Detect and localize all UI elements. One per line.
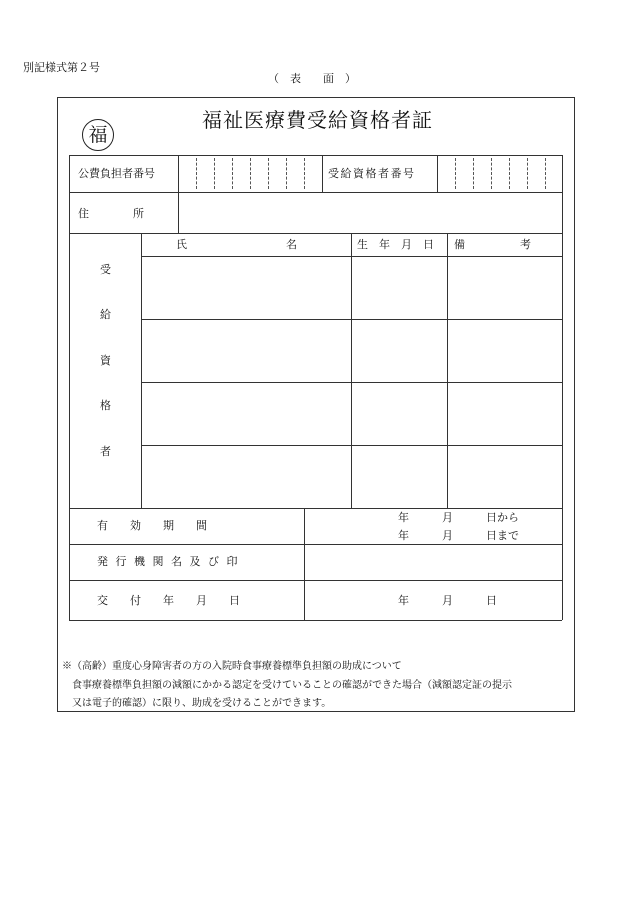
grid-line <box>69 155 70 620</box>
name-column-header: 氏 名 <box>176 238 297 251</box>
address-label: 住 所 <box>78 207 144 220</box>
note-line-3: 又は電子的確認）に限り、助成を受けることができます。 <box>72 698 332 709</box>
digit-divider <box>232 158 233 189</box>
recipient-label-char: 受 <box>100 263 111 276</box>
grid-line <box>562 155 563 620</box>
grid-line <box>447 233 448 508</box>
digit-divider <box>286 158 287 189</box>
grid-line <box>69 508 562 509</box>
grid-line <box>69 192 562 193</box>
validity-from: 年 月 日から <box>398 511 519 524</box>
validity-to: 年 月 日まで <box>398 529 519 542</box>
recipient-number-label: 受給資格者番号 <box>328 167 416 180</box>
side-label: （ 表 面 ） <box>268 72 356 85</box>
grid-line <box>69 580 562 581</box>
recipient-label-char: 資 <box>100 354 111 367</box>
grid-line <box>69 233 562 234</box>
fuku-seal-icon: 福 <box>82 119 114 151</box>
grid-line <box>178 155 179 192</box>
grid-line <box>69 620 562 621</box>
recipient-label-char: 者 <box>100 445 111 458</box>
digit-divider <box>545 158 546 189</box>
note-line-1: ※（高齢）重度心身障害者の方の入院時食事療養標準負担額の助成について <box>62 661 402 672</box>
digit-divider <box>196 158 197 189</box>
recipient-label-char: 格 <box>100 399 111 412</box>
grid-line <box>178 192 179 233</box>
grid-line <box>322 155 323 192</box>
digit-divider <box>491 158 492 189</box>
birthdate-column-header: 生 年 月 日 <box>357 238 434 251</box>
grid-line <box>437 155 438 192</box>
issuing-agency-label: 発 行 機 関 名 及 び 印 <box>97 555 240 568</box>
digit-divider <box>304 158 305 189</box>
certificate-title: 福祉医療費受給資格者証 <box>202 108 433 132</box>
validity-period-label: 有 効 期 間 <box>97 519 207 532</box>
grid-line <box>304 508 305 620</box>
grid-line <box>351 233 352 508</box>
digit-divider <box>527 158 528 189</box>
note-line-2: 食事療養標準負担額の減額にかかる認定を受けていることの確認ができた場合（減額認定証の提示 <box>72 680 512 691</box>
digit-divider <box>509 158 510 189</box>
digit-divider <box>250 158 251 189</box>
grid-line <box>69 544 562 545</box>
digit-divider <box>455 158 456 189</box>
digit-divider <box>268 158 269 189</box>
issue-date-label: 交 付 年 月 日 <box>97 594 240 607</box>
digit-divider <box>214 158 215 189</box>
public-payer-number-label: 公費負担者番号 <box>78 167 155 180</box>
issue-date-value: 年 月 日 <box>398 594 497 607</box>
digit-divider <box>473 158 474 189</box>
grid-line <box>141 233 142 508</box>
remarks-column-header: 備 考 <box>454 238 531 251</box>
recipient-label-char: 給 <box>100 308 111 321</box>
grid-line <box>69 155 562 156</box>
form-number: 別記様式第２号 <box>23 61 100 74</box>
